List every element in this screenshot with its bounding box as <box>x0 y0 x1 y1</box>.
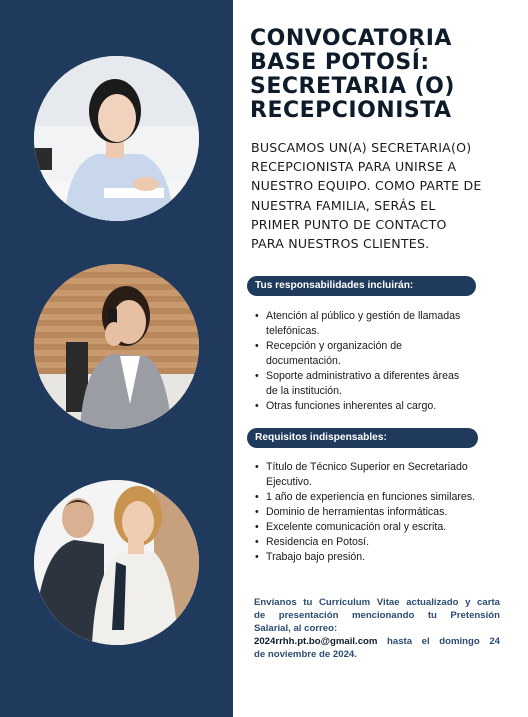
responsibilities-list <box>255 309 505 414</box>
photo-office-team <box>34 480 199 645</box>
list-item-text: • Recepción y organización de <box>266 340 403 352</box>
list-item-text: • Otras funciones inherentes al cargo. <box>266 400 437 412</box>
list-item-text: • Dominio de herramientas informáticas. <box>266 506 448 518</box>
cta-line: Salarial, al correo: <box>254 623 338 634</box>
list-item <box>255 505 505 520</box>
cta-line: de noviembre de 2024. <box>254 649 357 660</box>
list-item <box>255 399 505 414</box>
cta-line <box>254 635 500 648</box>
title-line: CONVOCATORIA <box>250 26 452 51</box>
responsibilities-heading: Tus responsabilidades incluirán: <box>247 276 476 296</box>
intro-line: NUESTRO EQUIPO. COMO PARTE DE <box>251 178 482 194</box>
list-item <box>255 490 505 505</box>
title-line: BASE POTOSÍ: <box>250 50 430 75</box>
cta-line: de presentación mencionando tu Pretensión <box>254 610 500 621</box>
photo-secretary-writing <box>34 56 199 221</box>
intro-text <box>251 138 516 253</box>
cta-line: Envíanos tu Currículum Vitae actualizado y carta <box>254 597 500 608</box>
photo-woman-on-phone <box>34 264 199 429</box>
intro-line: PRIMER PUNTO DE CONTACTO <box>251 216 447 232</box>
list-item <box>255 520 505 535</box>
contact-email[interactable]: 2024rrhh.pt.bo@gmail.com <box>254 636 378 647</box>
list-item <box>255 535 505 550</box>
list-item-text: documentación. <box>266 355 341 367</box>
requirements-list <box>255 460 505 565</box>
list-item <box>255 460 505 490</box>
sidebar-panel <box>0 0 233 717</box>
application-instructions <box>254 596 500 661</box>
list-item-text: de la institución. <box>266 385 342 397</box>
list-item <box>255 369 505 399</box>
list-item-text: • Excelente comunicación oral y escrita. <box>266 521 447 533</box>
title-line: SECRETARIA (O) <box>250 74 455 99</box>
list-item-text: • Soporte administrativo a diferentes áreas <box>266 370 460 382</box>
title-line: RECEPCIONISTA <box>250 98 452 123</box>
list-item-text: • Título de Técnico Superior en Secretariado <box>266 461 468 473</box>
intro-line: RECEPCIONISTA PARA UNIRSE A <box>251 159 457 175</box>
list-item-text: • Atención al público y gestión de llamadas <box>266 310 461 322</box>
list-item <box>255 339 505 369</box>
list-item-text: • Residencia en Potosí. <box>266 536 370 548</box>
list-item-text: • Trabajo bajo presión. <box>266 551 366 563</box>
intro-line: NUESTRA FAMILIA, SERÁS EL <box>251 197 436 213</box>
list-item-text: telefónicas. <box>266 325 320 337</box>
list-item <box>255 309 505 339</box>
intro-line: BUSCAMOS UN(A) SECRETARIA(O) <box>251 140 472 155</box>
list-item <box>255 550 505 565</box>
requirements-heading: Requisitos indispensables: <box>247 428 478 448</box>
cta-deadline-text: hasta el domingo 24 <box>377 636 500 647</box>
intro-line: PARA NUESTROS CLIENTES. <box>251 236 430 252</box>
page-title <box>250 27 520 123</box>
list-item-text: Ejecutivo. <box>266 476 312 488</box>
list-item-text: • 1 año de experiencia en funciones similares. <box>266 491 476 503</box>
